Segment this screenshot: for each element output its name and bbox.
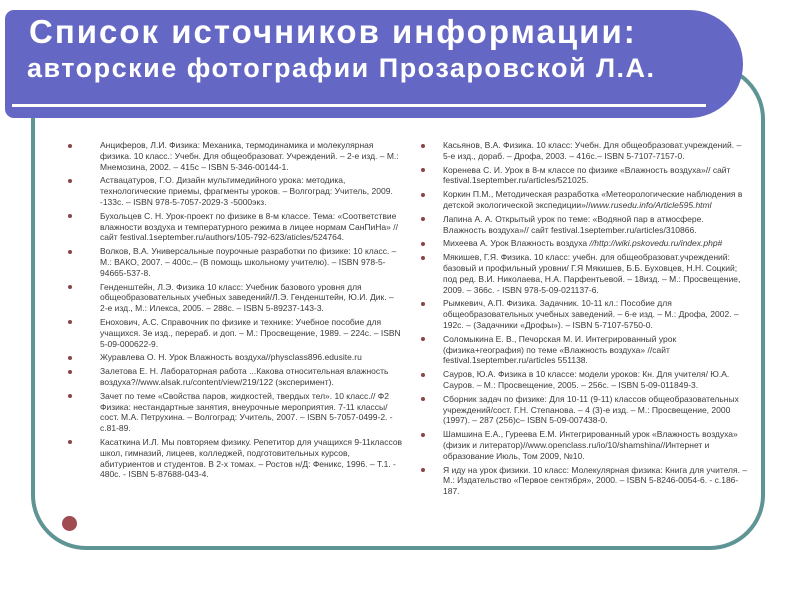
source-entry-text: Рымкевич, А.П. Физика. Задачник. 10-11 кл.: Пособие для общеобразовательных учебных заведений. – 6-е изд. – М.: Дрофа, 2002. – 192с. – (Задачники «Дрофы»). – ISBN 5-7107-5750-0. bbox=[443, 298, 739, 330]
list-item bbox=[420, 465, 748, 497]
bullet-icon bbox=[68, 144, 72, 148]
title-separator-line bbox=[12, 104, 706, 107]
bullet-icon bbox=[68, 370, 72, 374]
list-item bbox=[67, 282, 403, 314]
list-item bbox=[420, 334, 748, 366]
bullet-icon bbox=[421, 373, 425, 377]
bullet-icon bbox=[421, 302, 425, 306]
bullet-icon bbox=[68, 285, 72, 289]
source-entry-text: Аствацатуров, Г.О. Дизайн мультимедийного урока: методика, технологические приемы, фрагменты уроков. – Волгоград: Учитель, 2009. -133с. – ISBN 978-5-7057-2029-3 -5000экз. bbox=[100, 175, 393, 207]
slide-title-line2: авторские фотографии Прозаровской Л.А. bbox=[27, 53, 656, 83]
list-item bbox=[420, 429, 748, 461]
list-item bbox=[420, 298, 748, 330]
bullet-icon bbox=[68, 250, 72, 254]
bullet-icon bbox=[68, 356, 72, 360]
source-entry-text: Бухольцев С. Н. Урок-проект по физике в 8-м классе. Тема: «Соответствие влажности воздуха и температурного режима в лицее нормам СанПиНа» // сайт festival.1september.ru/authors/105-792-623/aticles/524764. bbox=[100, 210, 398, 243]
source-url-italic: www.rusedu.info/Article595.html bbox=[590, 199, 712, 210]
source-entry-text: Касаткина И.Л. Мы повторяем физику. Репетитор для учащихся 9-11классов школ, гимназий, лицеев, колледжей, подготовительных курсов, абитуриентов и студентов. В 2-х томах. – Ростов н/Д: Феникс, 1996. – Т.1. - 480с. - ISBN 5-87688-043-4. bbox=[100, 436, 403, 480]
bullet-icon bbox=[421, 193, 425, 197]
bullet-icon bbox=[68, 394, 72, 398]
list-item bbox=[67, 246, 403, 278]
bullet-icon bbox=[421, 256, 425, 260]
source-entry-text: Коренева С. И. Урок в 8-м классе по физике «Влажность воздуха»// сайт festival.1september.ru/articles/521025. bbox=[443, 164, 731, 186]
accent-circle bbox=[62, 516, 77, 531]
list-item bbox=[67, 317, 403, 349]
sources-column-right bbox=[420, 140, 748, 500]
list-item bbox=[420, 165, 748, 187]
source-entry-text: Лапина А. А. Открытый урок по теме: «Водяной пар в атмосфере. Влажность воздуха»// сайт festival.1september.ru/articles/310866. bbox=[443, 213, 704, 235]
source-entry-text: Соломыкина Е. В., Печорская М. И. Интегрированный урок (физика+география) по теме «Влажность воздуха» //сайт festival.1september.ru/articles 551138. bbox=[443, 333, 677, 366]
bullet-icon bbox=[421, 337, 425, 341]
list-item bbox=[420, 252, 748, 295]
source-entry-text: Залетова Е. Н. Лабораторная работа ...Какова относительная влажность воздуха?//www.alsak.ru/content/view/219/122 (эксперимент). bbox=[100, 366, 389, 387]
source-entry-text: Мякишев, Г.Я. Физика. 10 класс: учебн. для общеобразоват.учреждений: базовый и профильный уровни/ Г.Я Мякишев, Б.Б. Буховцев, Н.Н. Соцкий; под ред. В.И. Николаева, Н.А. Парфентьевой. – 18изд. – М.: Просвещение, 2009. – 366с. - ISBN 978-5-09-021137-6. bbox=[443, 252, 741, 295]
bullet-icon bbox=[421, 397, 425, 401]
source-entry-text: Я иду на урок физики. 10 класс: Молекулярная физика: Книга для учителя. – М.: Издательство «Первое сентября», 2000. – ISBN 5-8246-0054-6. - с.186-187. bbox=[443, 464, 748, 497]
source-url-italic: //http://wiki.pskovedu.ru/index.php# bbox=[589, 238, 723, 249]
list-item bbox=[67, 175, 403, 207]
bullet-icon bbox=[68, 440, 72, 444]
source-entry-text: Сборник задач по физике: Для 10-11 (9-11) классов общеобразовательных учреждений/сост. Г.Н. Степанова. – 4 (3)-е изд. – М.: Просвещение, 2000 (1997). – 287 (256)с– ISBN 5-09-007438-0. bbox=[443, 393, 739, 426]
list-item bbox=[420, 214, 748, 236]
bullet-icon bbox=[421, 468, 425, 472]
source-entry-text: Касьянов, В.А. Физика. 10 класс: Учебн. Для общеобразоват.учреждений. – 5-е изд., дораб. – Дрофа, 2003. – 416с.– ISBN 5-7107-7157-0. bbox=[443, 140, 742, 161]
source-entry-text: Коркин П.М., Методическая разработка «Метеорологические наблюдения в детской экологической экспедиции»//www.rusedu.info/Article595.html bbox=[443, 189, 743, 210]
source-entry-text: Генденштейн, Л.Э. Физика 10 класс: Учебник базового уровня для общеобразовательных учебных заведений/Л.Э. Генденштейн, Ю.И. Дик. – 2-е изд., М.: Илекса, 2005. – 288с. – ISBN 5-89237-143-3. bbox=[100, 281, 394, 314]
list-item bbox=[420, 189, 748, 211]
bullet-icon bbox=[68, 320, 72, 324]
list-item bbox=[420, 394, 748, 426]
bullet-icon bbox=[421, 168, 425, 172]
list-item bbox=[67, 140, 403, 172]
list-item bbox=[420, 140, 748, 162]
list-item bbox=[67, 366, 403, 388]
list-item bbox=[67, 391, 403, 434]
source-entry-text: Сауров, Ю.А. Физика в 10 классе: модели уроков: Кн. Для учителя/ Ю.А. Сауров. – М.: Просвещение, 2005. – 256с. – ISBN 5-09-011849-3. bbox=[443, 369, 730, 390]
list-item bbox=[67, 352, 403, 363]
source-entry-text: Зачет по теме «Свойства паров, жидкостей, твердых тел». 10 класс.// Ф2 Физика: нестандартные занятия, внеурочные мероприятия. 7-11 классы/сост. М.А. Петрухина. – Волгоград: Учитель, 2007. – ISBN 5-7057-0499-2. - с.81-89. bbox=[100, 390, 393, 434]
source-entry-text: Михеева А. Урок Влажность воздуха //http://wiki.pskovedu.ru/index.php# bbox=[443, 238, 723, 249]
bullet-icon bbox=[421, 144, 425, 148]
source-entry-text: Шамшина Е.А., Гуреева Е.М. Интегрированный урок «Влажность воздуха» (физик и литератор)//www.openclass.ru/io/10/shamshina//Интернет и образование Июль, Том 2009, №10. bbox=[443, 429, 738, 461]
bullet-icon bbox=[68, 214, 72, 218]
bullet-icon bbox=[68, 179, 72, 183]
source-entry-text: Енохович, А.С. Справочник по физике и технике: Учебное пособие для учащихся. 3е изд., перераб. и доп. – М.: Просвещение, 1989. – 224с. – ISBN 5-09-000622-9. bbox=[100, 316, 401, 349]
slide-title-line1: Список источников информации: bbox=[29, 13, 637, 50]
source-entry-text: Анциферов, Л.И. Физика: Механика, термодинамика и молекулярная физика. 10 класс.: Учебн. Для общеобразоват. Учреждений. – 2-е изд. – М.: Мнемозина, 2002. – 415с – ISBN 5-346-00144-1. bbox=[100, 140, 399, 172]
bullet-icon bbox=[421, 242, 425, 246]
source-entry-text: Волков, В.А. Универсальные поурочные разработки по физике: 10 класс. – М.: ВАКО, 2007. – 400с.– (В помощь школьному учителю). – ISBN 978-5-94665-537-8. bbox=[100, 246, 397, 278]
bullet-icon bbox=[421, 217, 425, 221]
bullet-icon bbox=[421, 433, 425, 437]
list-item bbox=[420, 238, 748, 249]
source-entry-text: Журавлева О. Н. Урок Влажность воздуха//physclass896.edusite.ru bbox=[100, 352, 362, 363]
list-item bbox=[67, 211, 403, 243]
list-item bbox=[420, 369, 748, 391]
list-item bbox=[67, 437, 403, 480]
sources-column-left bbox=[67, 140, 403, 483]
